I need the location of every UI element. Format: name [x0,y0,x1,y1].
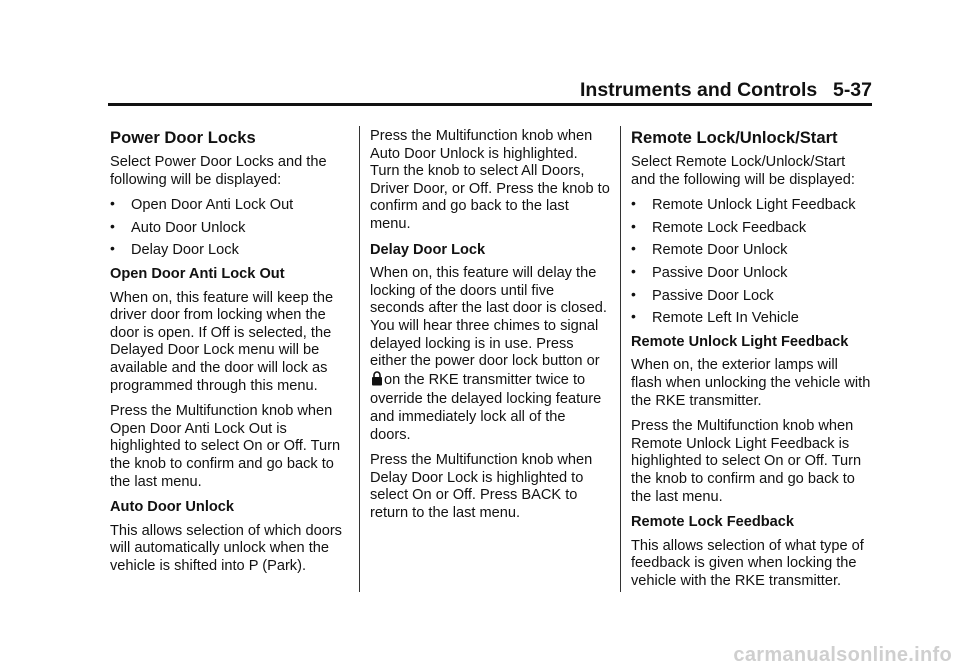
bullet-icon: • [631,308,636,325]
list-item: • Remote Left In Vehicle [631,308,799,327]
col2-paragraph: Press the Multifunction knob when Delay Door Lock is highlighted to select On or Off. Press BACK to return to the last menu. [370,452,593,521]
bullet-icon: • [631,285,636,302]
bullet-icon: • [110,217,115,234]
column-1 [110,128,350,583]
page-number: 5-37 [832,79,872,101]
col2-paragraph-with-icon: When on, this feature will delay the locking of the doors until five seconds after the last door is closed. You will hear three chimes to signal delayed locking is in use. Press either the power door lock button oron the RKE transmitter twice to override the delayed locking feature and immediately lock all of the doors. [370,265,607,443]
bullet-icon: • [631,195,636,212]
col3-intro: Select Remote Lock/Unlock/Start and the following will be displayed: [631,154,855,188]
bullet-icon: • [631,217,636,234]
list-item: • Passive Door Lock [631,285,774,304]
remote-lock-feedback-heading: Remote Lock Feedback [631,514,795,531]
remote-lock-unlock-start-heading: Remote Lock/Unlock/Start [631,128,838,147]
col3-paragraph: Press the Multifunction knob when Remote Unlock Light Feedback is highlighted to select On or Off. Turn the knob to confirm and go back to the last menu. [631,418,862,505]
bullet-icon: • [631,240,636,257]
remote-lock-list [631,197,871,328]
column-divider-2 [620,126,621,592]
section-title: Instruments and Controls [580,79,818,101]
remote-unlock-light-feedback-heading: Remote Unlock Light Feedback [631,333,849,350]
lock-icon [371,371,383,392]
list-item: • Remote Unlock Light Feedback [631,195,856,214]
page-header [580,78,872,102]
power-door-locks-list [110,197,350,260]
col1-paragraph: This allows selection of which doors will automatically unlock when the vehicle is shifted into P (Park). [110,522,342,574]
bullet-icon: • [110,240,115,257]
col3-paragraph: When on, the exterior lamps will flash when unlocking the vehicle with the RKE transmitter. [631,357,871,409]
list-item: • Remote Door Unlock [631,240,788,259]
column-divider-1 [359,126,360,592]
col1-paragraph: When on, this feature will keep the driver door from locking when the door is open. If Off is selected, the Delayed Door Lock menu will be available and the door will lock as programmed through this menu. [110,289,334,394]
list-item: • Delay Door Lock [110,240,239,259]
column-3 [631,128,871,598]
list-item: • Passive Door Unlock [631,262,788,281]
list-item: • Open Door Anti Lock Out [110,195,294,214]
col1-intro: Select Power Door Locks and the following will be displayed: [110,154,327,188]
delay-door-lock-heading: Delay Door Lock [370,241,486,258]
list-item: • Auto Door Unlock [110,217,246,236]
list-item: • Remote Lock Feedback [631,217,807,236]
auto-door-unlock-heading: Auto Door Unlock [110,499,235,516]
col3-paragraph: This allows selection of what type of feedback is given when locking the vehicle with the RKE transmitter. [631,537,864,589]
open-door-anti-lock-out-heading: Open Door Anti Lock Out [110,265,285,282]
col1-paragraph: Press the Multifunction knob when Open Door Anti Lock Out is highlighted to select On or Off. Turn the knob to confirm and go back to the last menu. [110,403,341,490]
power-door-locks-heading: Power Door Locks [110,128,256,147]
bullet-icon: • [631,262,636,279]
column-2 [370,128,610,530]
header-rule [108,103,872,106]
bullet-icon: • [110,195,115,212]
col2-paragraph: Press the Multifunction knob when Auto Door Unlock is highlighted. Turn the knob to select All Doors, Driver Door, or Off. Press the knob to confirm and go back to the last menu. [370,128,610,232]
watermark: carmanualsonline.info [733,644,952,666]
